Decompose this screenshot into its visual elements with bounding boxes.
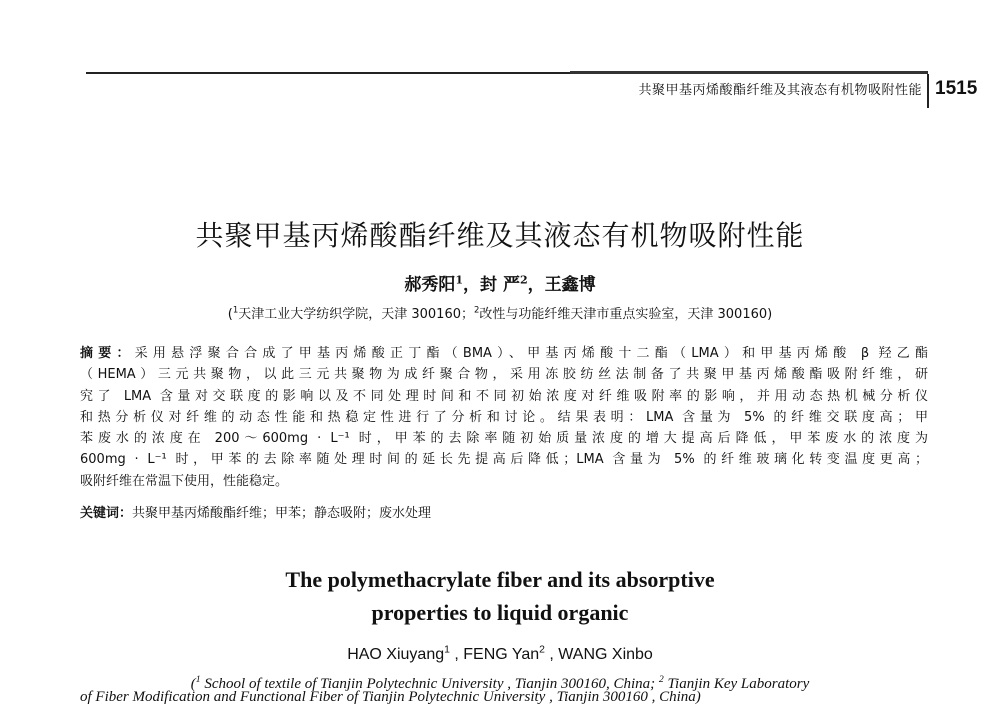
- affiliation-en-line-2: [80, 689, 860, 705]
- header-divider: [927, 74, 929, 108]
- abstract-line: 苯废水的浓度在 200～600mg · L⁻¹ 时，甲苯的去除率随初始质量浓度的增大提高后降低，甲苯废水的浓度为: [80, 431, 928, 447]
- author-3-en: WANG Xinbo: [558, 646, 653, 663]
- author-1-cn: 郝秀阳: [404, 275, 456, 295]
- affil-en-mark-2: 2: [658, 674, 664, 685]
- abstract-line: 吸附纤维在常温下使用，性能稳定。: [80, 473, 289, 489]
- author-separator: ,: [449, 646, 464, 663]
- affil-open-paren: (: [227, 307, 233, 322]
- authors-en: [0, 646, 1000, 664]
- affil-en-open-paren: (: [190, 676, 196, 692]
- author-separator: ，: [527, 275, 545, 295]
- author-2-en-affil-mark: 2: [539, 644, 545, 656]
- affil-2-cn: 改性与功能纤维天津市重点实验室，天津 300160): [479, 307, 773, 322]
- affil-2-en-continued: of Fiber Modification and Functional Fiber of Tianjin Polytechnic University , Tianjin 300160 , China): [80, 689, 701, 705]
- affil-1-cn: 天津工业大学纺织学院，天津 300160；: [238, 307, 474, 322]
- header-rule-thick: [570, 71, 928, 74]
- author-3-cn: 王鑫博: [544, 275, 596, 295]
- author-2-affil-mark: 2: [519, 273, 528, 287]
- title-en-line-1: The polymethacrylate fiber and its absorptive: [285, 567, 715, 592]
- author-2-en: FENG Yan: [463, 646, 540, 663]
- page-number: 1515: [935, 78, 978, 99]
- abstract-line: 和热分析仪对纤维的动态性能和热稳定性进行了分析和讨论。结果表明：LMA 含量为 5% 的纤维交联度高；甲: [80, 409, 928, 425]
- affil-mark-1: 1: [232, 304, 239, 315]
- keywords-text: 共聚甲基丙烯酸酯纤维；甲苯；静态吸附；废水处理: [132, 506, 432, 521]
- author-1-affil-mark: 1: [455, 273, 464, 287]
- abstract-line: 究了 LMA 含量对交联度的影响以及不同处理时间和不同初始浓度对纤维吸附率的影响，并用动态热机械分析仪: [80, 388, 928, 404]
- authors-cn: [0, 270, 1000, 295]
- author-separator: ,: [544, 646, 559, 663]
- abstract-text: 采用悬浮聚合合成了甲基丙烯酸正丁酯（BMA）、甲基丙烯酸十二酯（LMA）和甲基丙烯酸 β 羟乙酯: [134, 346, 928, 361]
- keywords-cn: [80, 502, 431, 521]
- author-separator: ，: [463, 275, 481, 295]
- title-en-line-2: properties to liquid organic: [371, 600, 629, 625]
- author-1-en: HAO Xiuyang: [347, 646, 445, 663]
- abstract-line: [80, 343, 928, 364]
- abstract-cn: [80, 343, 928, 492]
- affil-1-en: School of textile of Tianjin Polytechnic University , Tianjin 300160, China;: [200, 676, 659, 692]
- affiliation-cn: [0, 303, 1000, 322]
- author-1-en-affil-mark: 1: [444, 644, 450, 656]
- affil-mark-2: 2: [474, 304, 480, 315]
- abstract-line: 600mg · L⁻¹ 时，甲苯的去除率随处理时间的延长先提高后降低；LMA 含量为 5% 的纤维玻璃化转变温度更高；: [80, 452, 928, 468]
- paper-title-en: [0, 563, 1000, 629]
- affil-2-en: Tianjin Key Laboratory: [663, 676, 810, 692]
- paper-title-cn: 共聚甲基丙烯酸酯纤维及其液态有机物吸附性能: [195, 219, 805, 252]
- abstract-label: 摘要：: [80, 346, 135, 361]
- running-title: 共聚甲基丙烯酸酯纤维及其液态有机物吸附性能: [638, 83, 922, 98]
- affil-en-mark-1: 1: [195, 674, 201, 685]
- author-2-cn: 封 严: [480, 275, 520, 295]
- abstract-line: （HEMA）三元共聚物，以此三元共聚物为成纤聚合物，采用冻胶纺丝法制备了共聚甲基丙烯酸酯吸附纤维，研: [80, 367, 928, 383]
- keywords-label: 关键词：: [80, 506, 133, 521]
